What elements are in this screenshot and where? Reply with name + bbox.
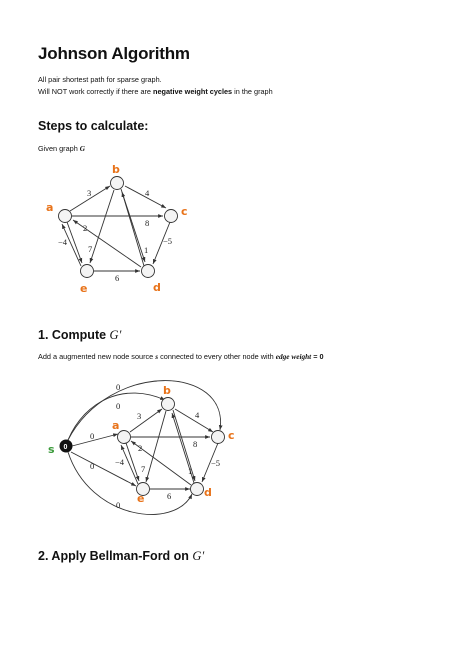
node-label-b-2: b bbox=[163, 384, 171, 397]
node-label-b: b bbox=[112, 163, 120, 176]
source-symbol-s: s bbox=[155, 352, 159, 361]
weight-ac: 8 bbox=[145, 218, 150, 228]
edge-weight-eq: = 0 bbox=[311, 352, 324, 361]
weight-ed-2: 6 bbox=[167, 491, 172, 501]
weight-bc: 4 bbox=[145, 188, 150, 198]
weight-cd: −5 bbox=[163, 236, 173, 246]
weight-ab: 3 bbox=[87, 188, 92, 198]
intro-line-2-post: in the graph bbox=[232, 87, 273, 96]
steps-heading: Steps to calculate: bbox=[38, 119, 149, 133]
given-graph-label: Given graph bbox=[38, 144, 80, 153]
edge-s-a bbox=[72, 434, 118, 446]
node-label-c-2: c bbox=[228, 429, 235, 442]
section-1-label: 1. Compute bbox=[38, 328, 110, 342]
node-c-2 bbox=[212, 431, 225, 444]
weight-ae-2: 2 bbox=[138, 443, 143, 453]
node-label-a-2: a bbox=[112, 419, 120, 432]
weight-db-2: 1 bbox=[188, 466, 193, 476]
source-label-s: s bbox=[48, 443, 55, 456]
graph-symbol-g: G bbox=[79, 144, 86, 153]
zero-weight-d: 0 bbox=[116, 500, 121, 510]
weight-db: 1 bbox=[144, 245, 149, 255]
zero-weight-b: 0 bbox=[116, 382, 121, 392]
node-b-2 bbox=[162, 398, 175, 411]
zero-weight-e: 0 bbox=[90, 461, 95, 471]
zero-weight-a: 0 bbox=[90, 431, 95, 441]
negative-cycles-emphasis: negative weight cycles bbox=[153, 87, 233, 96]
section-1-symbol: G′ bbox=[109, 328, 122, 342]
edge-b-e-2 bbox=[146, 411, 166, 482]
weight-ed: 6 bbox=[115, 273, 120, 283]
weight-ea: −4 bbox=[58, 237, 68, 247]
node-label-d: d bbox=[153, 281, 161, 294]
edge-a-b-2 bbox=[130, 409, 162, 432]
weight-cd-2: −5 bbox=[211, 458, 221, 468]
source-node-inner: 0 bbox=[63, 444, 68, 451]
compute-pre: Add a augmented new node source bbox=[38, 352, 156, 361]
weight-bc-2: 4 bbox=[195, 410, 200, 420]
node-label-e: e bbox=[80, 282, 88, 295]
intro-line-2-pre: Will NOT work correctly if there are bbox=[38, 87, 154, 96]
node-a-2 bbox=[118, 431, 131, 444]
weight-be: 7 bbox=[88, 244, 93, 254]
section-2-heading bbox=[38, 549, 204, 564]
weight-ea-2: −4 bbox=[115, 457, 125, 467]
intro-line-1: All pair shortest path for sparse graph. bbox=[38, 75, 162, 84]
weight-be-2: 7 bbox=[141, 464, 146, 474]
section-2-label: 2. Apply Bellman-Ford on bbox=[38, 549, 193, 563]
node-label-d-2: d bbox=[204, 486, 212, 499]
node-label-a: a bbox=[46, 201, 54, 214]
node-d-2 bbox=[191, 483, 204, 496]
compute-mid: connected to every other node with bbox=[158, 352, 276, 361]
edge-weight-term: edge weight bbox=[275, 352, 312, 361]
node-label-e-2: e bbox=[137, 492, 145, 505]
weight-ae: 2 bbox=[83, 223, 88, 233]
edge-b-c-2 bbox=[175, 409, 213, 432]
weight-ab-2: 3 bbox=[137, 411, 142, 421]
node-label-c: c bbox=[181, 205, 188, 218]
zero-weight-c: 0 bbox=[116, 401, 121, 411]
section-2-symbol: G′ bbox=[192, 549, 205, 563]
page-title: Johnson Algorithm bbox=[38, 44, 190, 63]
weight-ac-2: 8 bbox=[193, 439, 198, 449]
